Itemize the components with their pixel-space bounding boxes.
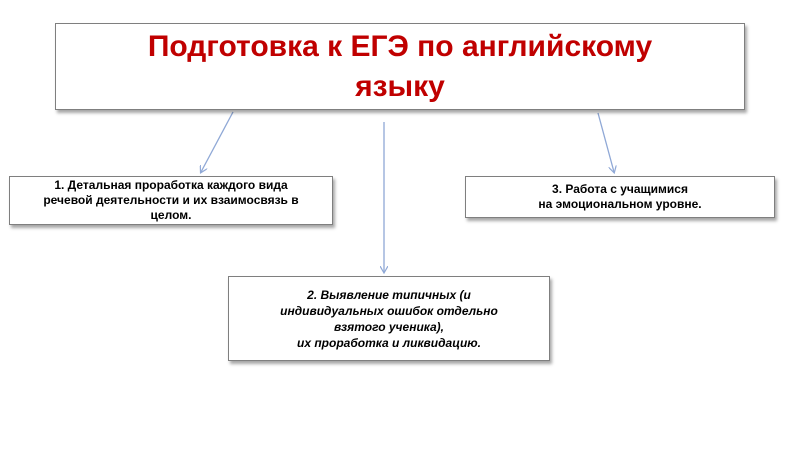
item-box-1 — [9, 176, 333, 225]
title-box — [55, 23, 745, 110]
page-title: Подготовка к ЕГЭ по английскому языку — [147, 29, 653, 103]
item-box-2 — [228, 276, 550, 361]
arrow-to-item1 — [201, 112, 233, 172]
item-3-text: 3. Работа с учащимися на эмоциональном уровне. — [538, 182, 702, 211]
item-1-text: 1. Детальная проработка каждого вида речевой деятельности и их взаимосвязь в целом. — [43, 178, 299, 222]
item-box-3 — [465, 176, 775, 218]
arrow-to-item3 — [598, 113, 614, 172]
item-2-text: 2. Выявление типичных (и индивидуальных ошибок отдельно взятого ученика), их проработка и ликвидацию. — [280, 287, 498, 350]
